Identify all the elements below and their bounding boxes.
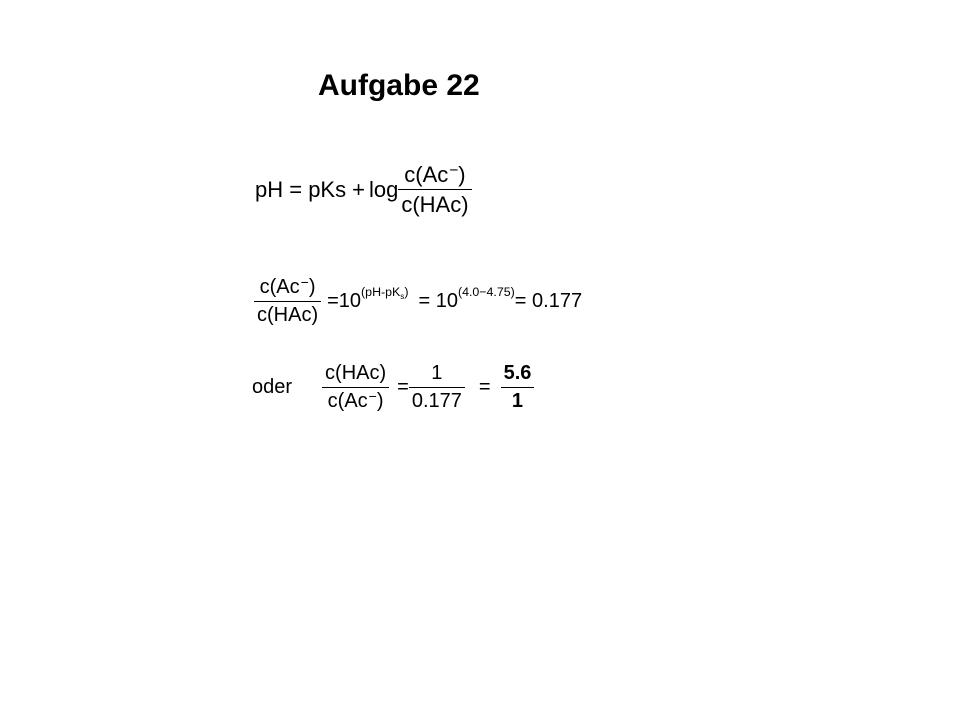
eq2-fraction-bar (254, 301, 321, 302)
eq3-equals-b: = (478, 376, 491, 398)
eq3-equals-a: = (397, 376, 409, 398)
eq2-exponent-b: (4.0−4.75) (457, 285, 515, 300)
page-title: Aufgabe 22 (318, 69, 480, 102)
eq3-numerator: c(HAc) (325, 362, 387, 384)
eq3-fraction (322, 362, 389, 413)
eq3-fraction-bar (322, 387, 389, 388)
eq2-equals-a: =10 (327, 290, 362, 312)
eq3-fraction-2-bar (409, 387, 465, 388)
eq3-word: oder (252, 376, 293, 398)
eq3-fraction-2-denominator: 0.177 (411, 390, 462, 412)
equation-henderson-hasselbalch (255, 162, 472, 218)
eq3-fraction-2 (409, 362, 465, 413)
eq2-exponent-a: $(pH-pK_s)$ (361, 285, 409, 302)
eq2-denominator: c(HAc) (257, 304, 319, 326)
eq1-fraction-bar (398, 189, 471, 190)
eq2-numerator: c(Ac−) (259, 273, 316, 298)
eq1-log: log (368, 176, 399, 202)
equation-ratio (254, 273, 583, 327)
eq2-equals-b: = 10 (418, 290, 458, 312)
eq1-numerator: c(Ac−) (404, 162, 466, 187)
eq3-fraction-3-denominator: 1 (511, 390, 524, 412)
eq2-fraction (254, 273, 321, 327)
eq3-denominator: c(Ac−) (327, 387, 384, 412)
eq3-fraction-3-numerator: 5.6 (503, 362, 532, 384)
equation-inverse-ratio (252, 362, 534, 413)
eq1-denominator: c(HAc) (401, 192, 469, 218)
eq1-plus: + (352, 176, 365, 202)
eq1-lhs: pH = pKs (255, 176, 347, 202)
eq3-fraction-2-numerator: 1 (431, 362, 443, 384)
eq3-fraction-3-bar (501, 387, 535, 388)
eq3-fraction-3 (501, 362, 535, 413)
eq1-fraction (398, 162, 471, 218)
eq2-result: = 0.177 (514, 290, 583, 312)
